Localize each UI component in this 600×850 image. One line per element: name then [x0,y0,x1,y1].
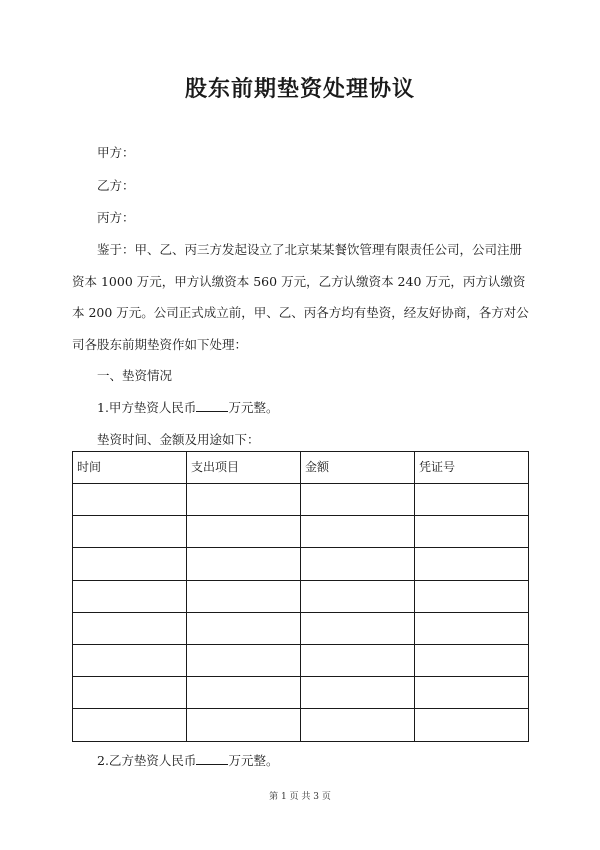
table-cell [187,709,301,741]
table-cell [415,612,529,644]
table-cell [187,677,301,709]
table-cell [73,580,187,612]
table-row [73,612,529,644]
party-c-label: 丙方： [97,210,135,225]
column-header-item: 支出项目 [187,452,301,484]
table-row [73,580,529,612]
item-1-suffix: 万元整。 [228,400,279,415]
table-cell [187,644,301,676]
table-cell [73,484,187,516]
column-header-amount: 金额 [301,452,415,484]
table-cell [415,580,529,612]
table-caption: 垫资时间、金额及用途如下： [97,432,260,447]
table-cell [301,580,415,612]
party-a-label: 甲方： [97,145,135,160]
table-cell [415,484,529,516]
table-cell [415,516,529,548]
table-cell [301,612,415,644]
table-cell [73,612,187,644]
table-row [73,677,529,709]
table-cell [301,516,415,548]
column-header-time: 时间 [73,452,187,484]
advance-expense-table [72,451,529,742]
section-heading: 一、垫资情况 [97,368,173,383]
table-cell [73,516,187,548]
item-2-line [97,751,278,769]
party-b-label: 乙方： [97,178,135,193]
table-cell [187,548,301,580]
table-row [73,644,529,676]
table-cell [415,677,529,709]
table-cell [415,548,529,580]
table-row [73,548,529,580]
table-row [73,709,529,741]
preamble-paragraph: 鉴于：甲、乙、丙三方发起设立了北京某某餐饮管理有限责任公司，公司注册资本 1000 万元，甲方认缴资本 560 万元，乙方认缴资本 240 万元，丙方认缴资本 200 万元。公司正式成立前，甲、乙、丙各方均有垫资，经友好协商，各方对公司各股东前期垫资作如下处理： [72,242,529,352]
table-cell [415,709,529,741]
item-2-suffix: 万元整。 [228,753,279,768]
item-1-amount-blank [196,399,228,412]
table-cell [415,644,529,676]
table-cell [187,580,301,612]
table-cell [73,677,187,709]
table-cell [73,548,187,580]
table-cell [73,709,187,741]
item-2-prefix: 2.乙方垫资人民币 [97,753,197,768]
table-row [73,484,529,516]
table-header-row [73,452,529,484]
table-cell [301,677,415,709]
table-cell [73,644,187,676]
document-title: 股东前期垫资处理协议 [184,76,415,102]
item-2-amount-blank [196,752,228,765]
table-cell [187,612,301,644]
page-number-footer: 第 1 页 共 3 页 [269,792,331,802]
table-row [73,516,529,548]
table-cell [301,484,415,516]
table-cell [187,516,301,548]
item-1-prefix: 1.甲方垫资人民币 [97,400,197,415]
table-cell [301,548,415,580]
item-1-line [97,398,278,416]
table-cell [301,709,415,741]
table-cell [301,644,415,676]
table-cell [187,484,301,516]
column-header-voucher: 凭证号 [415,452,529,484]
